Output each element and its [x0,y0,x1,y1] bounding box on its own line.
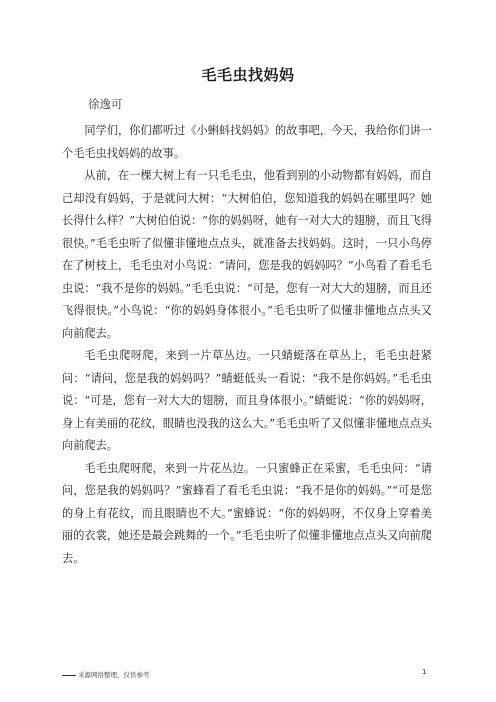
author-name: 徐逸可 [88,97,123,111]
footer-source-note [62,670,150,679]
paragraph: 同学们，你们都听过《小蝌蚪找妈妈》的故事吧，今天，我给你们讲一个毛毛虫找妈妈的故事。 [62,124,432,160]
document-title: 毛毛虫找妈妈 [201,66,295,84]
document-body [62,120,432,570]
paragraph: 毛毛虫爬呀爬，来到一片草丛边。一只蜻蜓落在草丛上，毛毛虫赶紧问：“请问，您是我的妈妈吗？”蜻蜓低头一看说：“我不是你妈妈。”毛毛虫说：“可是，您有一对大大的翅膀，而且身体很小。”蜻蜓说：“你的妈妈呀，身上有美丽的花纹，眼睛也没我的这么大。”毛毛虫听了又似懂非懂地点点头向前爬去。 [62,349,432,452]
paragraph: 毛毛虫爬呀爬，来到一片花丛边。一只蜜蜂正在采蜜，毛毛虫问：“请问，您是我的妈妈吗？”蜜蜂看了看毛毛虫说：“我不是你的妈妈。”“可是您的身上有花纹，而且眼睛也不大。”蜜蜂说：“你的妈妈呀，不仅身上穿着美丽的衣裳，她还是最会跳舞的一个。”毛毛虫听了似懂非懂地点点头又向前爬去。 [62,461,432,565]
page-number: 1 [422,668,427,676]
footer-dash [62,675,76,676]
footer-note-text: 来源网络整理，仅供参考 [78,671,150,679]
paragraph: 从前，在一棵大树上有一只毛毛虫，他看到别的小动物都有妈妈，而自己却没有妈妈，于是就问大树：“大树伯伯，您知道我的妈妈在哪里吗？她长得什么样？”大树伯伯说：“你的妈妈呀，她有一对大大的翅膀，而且飞得很快。”毛毛虫听了似懂非懂地点点头，就准备去找妈妈。这时，一只小鸟停在了树枝上，毛毛虫对小鸟说：“请问，您是我的妈妈吗？”小鸟看了看毛毛虫说：“我不是你的妈妈。”毛毛虫说：“可是，您有一对大大的翅膀，而且还飞得很快。”小鸟说：“你的妈妈身体很小。”毛毛虫听了似懂非懂地点点头又向前爬去。 [62,169,432,340]
